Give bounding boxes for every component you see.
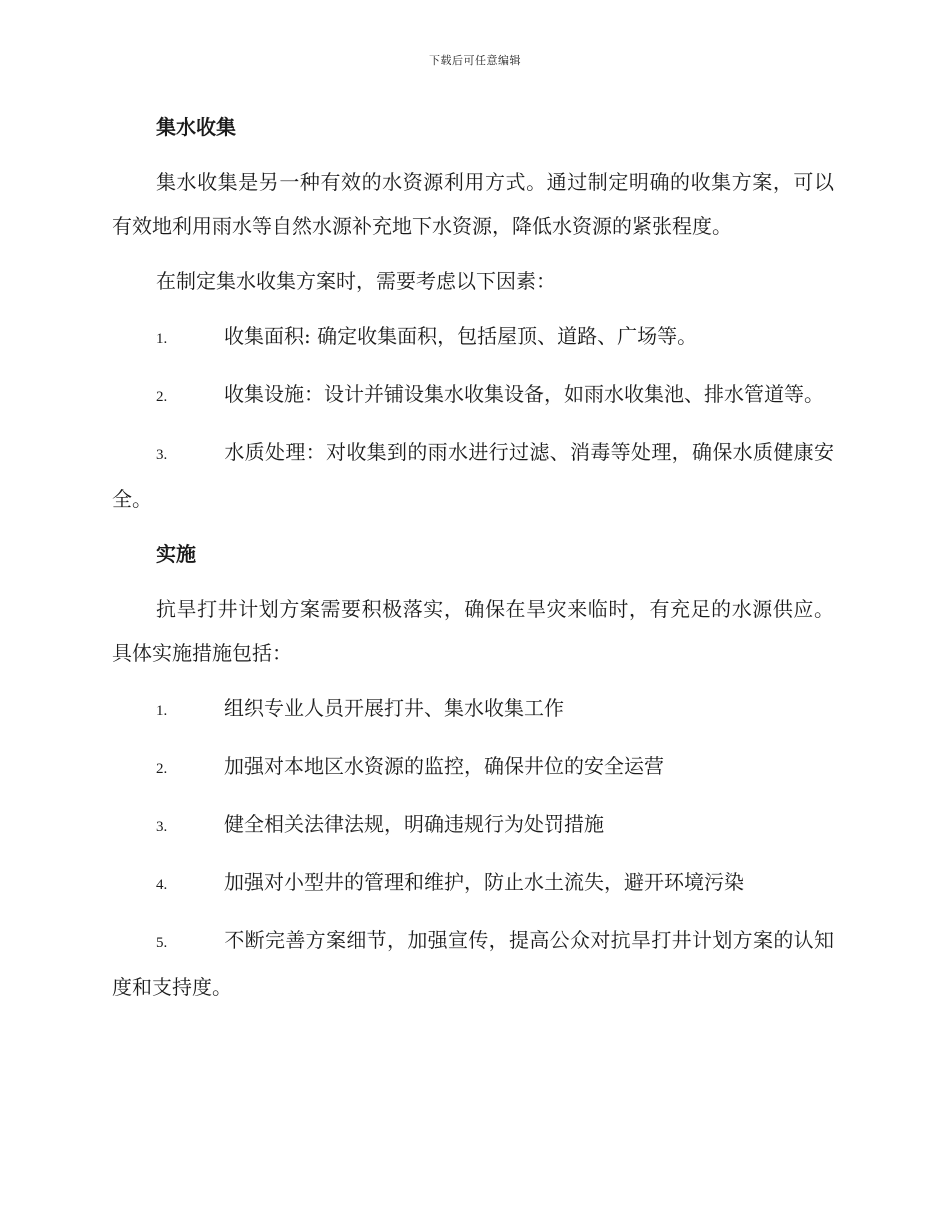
list-text: 加强对本地区水资源的监控，确保井位的安全运营 <box>224 754 664 778</box>
list-text: 水质处理：对收集到的雨水进行过滤、消毒等处理，确保水质健康安全。 <box>112 440 834 511</box>
list-number: 2. <box>156 389 168 405</box>
list-item <box>112 314 834 361</box>
list-text: 收集设施：设计并铺设集水收集设备，如雨水收集池、排水管道等。 <box>224 382 824 406</box>
list-text: 健全相关法律法规，明确违规行为处罚措施 <box>224 812 604 836</box>
list-number: 4. <box>156 877 168 893</box>
list-number: 3. <box>156 447 168 463</box>
list-text: 加强对小型井的管理和维护，防止水土流失，避开环境污染 <box>224 870 744 894</box>
list-text: 组织专业人员开展打井、集水收集工作 <box>224 696 564 720</box>
paragraph: 抗旱打井计划方案需要积极落实，确保在旱灾来临时，有充足的水源供应。具体实施措施包括： <box>112 597 834 665</box>
list-number: 5. <box>156 935 168 951</box>
list-item <box>112 918 834 1009</box>
list-item <box>112 802 834 849</box>
section-heading-implementation: 实施 <box>156 542 196 566</box>
page-header: 下载后可任意编辑 <box>429 54 521 67</box>
list-item <box>112 430 834 521</box>
paragraph: 在制定集水收集方案时，需要考虑以下因素： <box>156 269 556 293</box>
list-number: 1. <box>156 331 168 347</box>
list-item <box>112 860 834 907</box>
list-number: 1. <box>156 703 168 719</box>
section-heading-water-collection: 集水收集 <box>156 115 236 139</box>
paragraph: 集水收集是另一种有效的水资源利用方式。通过制定明确的收集方案，可以有效地利用雨水等自然水源补充地下水资源，降低水资源的紧张程度。 <box>112 170 834 238</box>
list-number: 3. <box>156 819 168 835</box>
list-number: 2. <box>156 761 168 777</box>
document-body <box>112 105 834 1009</box>
list-item <box>112 744 834 791</box>
list-text: 不断完善方案细节，加强宣传，提高公众对抗旱打井计划方案的认知度和支持度。 <box>112 928 834 999</box>
list-item <box>112 372 834 419</box>
list-item <box>112 686 834 733</box>
list-text: 收集面积: 确定收集面积，包括屋顶、道路、广场等。 <box>224 324 698 348</box>
